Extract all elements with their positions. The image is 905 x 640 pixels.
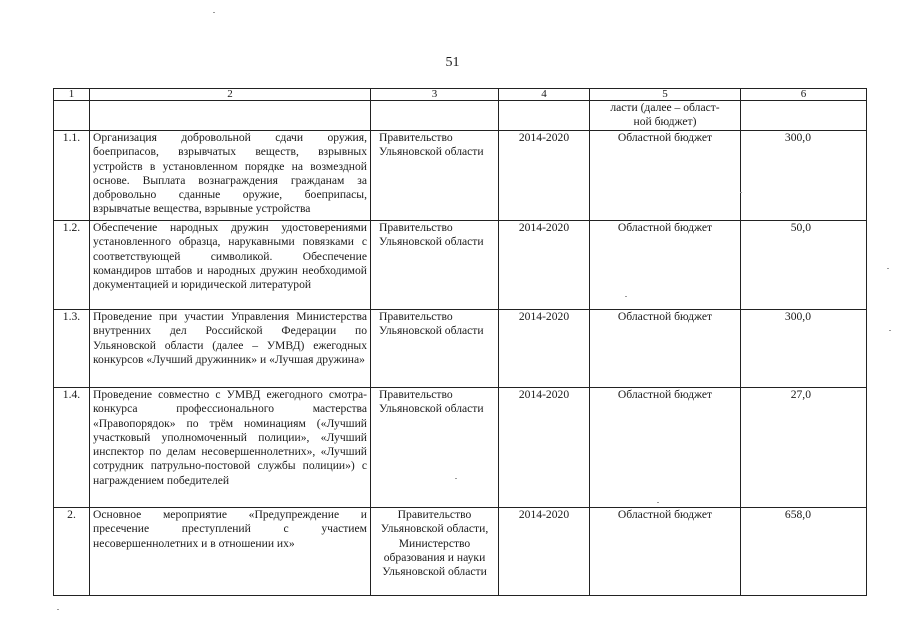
continuation-cell-6 <box>741 101 867 131</box>
table-row <box>54 221 867 310</box>
executor: Правительство Ульяновской области <box>371 388 499 508</box>
continuation-row <box>54 101 867 131</box>
funding-source: Областной бюджет <box>590 310 741 388</box>
row-number: 2. <box>54 508 90 596</box>
column-number-row <box>54 89 867 101</box>
row-number: 1.2. <box>54 221 90 310</box>
executor: Правительство Ульяновской области <box>371 131 499 221</box>
row-number: 1.1. <box>54 131 90 221</box>
amount: 300,0 <box>741 310 867 388</box>
scan-speck <box>213 12 215 13</box>
continuation-cell-2 <box>90 101 371 131</box>
amount: 658,0 <box>741 508 867 596</box>
amount: 27,0 <box>741 388 867 508</box>
row-number: 1.4. <box>54 388 90 508</box>
column-number-6: 6 <box>741 89 867 101</box>
executor: Правительство Ульяновской области <box>371 310 499 388</box>
scan-speck <box>887 268 889 269</box>
activity-name: Проведение при участии Управления Министерства внутренних дел Российской Федерации по Ульяновской области (далее – УМВД) ежегодных конкурсов «Лучший дружинник» и «Лучшая дружина» <box>90 310 371 388</box>
table-row <box>54 508 867 596</box>
column-number-3: 3 <box>371 89 499 101</box>
activity-name: Основное мероприятие «Предупреждение и пресечение преступлений с участием несовершеннолетних и в отношении их» <box>90 508 371 596</box>
funding-source-continuation: ласти (далее – област- ной бюджет) <box>590 101 741 131</box>
amount: 300,0 <box>741 131 867 221</box>
activity-name: Обеспечение народных дружин удостоверениями установленного образца, нарукавными повязками с соответствующей символикой. Обеспечение командиров штабов и народных дружин необходимой документацией и юридической литературой <box>90 221 371 310</box>
executor: Правительство Ульяновской области <box>371 221 499 310</box>
amount: 50,0 <box>741 221 867 310</box>
table-row <box>54 310 867 388</box>
table-row <box>54 131 867 221</box>
continuation-cell-3 <box>371 101 499 131</box>
continuation-cell-4 <box>499 101 590 131</box>
period: 2014-2020 <box>499 388 590 508</box>
period: 2014-2020 <box>499 131 590 221</box>
scan-speck <box>657 502 659 503</box>
funding-source: Областной бюджет <box>590 508 741 596</box>
column-number-1: 1 <box>54 89 90 101</box>
column-number-4: 4 <box>499 89 590 101</box>
period: 2014-2020 <box>499 310 590 388</box>
funding-source: Областной бюджет <box>590 221 741 310</box>
page-number: 51 <box>445 55 460 70</box>
table-row <box>54 388 867 508</box>
row-number: 1.3. <box>54 310 90 388</box>
activity-name: Проведение совместно с УМВД ежегодного смотра-конкурса профессионального мастерства «Правопорядок» по трём номинациям («Лучший участковый уполномоченный полиции», «Лучший инспектор по делам несовершеннолетних», «Лучший сотрудник патрульно-постовой службы полиции») с награждением победителей <box>90 388 371 508</box>
period: 2014-2020 <box>499 221 590 310</box>
continuation-cell-1 <box>54 101 90 131</box>
funding-source: Областной бюджет <box>590 388 741 508</box>
program-activities-table <box>53 88 867 596</box>
funding-source: Областной бюджет <box>590 131 741 221</box>
activity-name: Организация добровольной сдачи оружия, боеприпасов, взрывчатых веществ, взрывных устройств в установленном порядке на возмездной основе. Выплата вознаграждения гражданам за добровольно сданные оружие, боеприпасы, взрывчатые вещества, взрывные устройства <box>90 131 371 221</box>
scan-speck <box>889 330 891 331</box>
scan-speck <box>455 478 457 479</box>
scan-speck <box>740 192 742 193</box>
period: 2014-2020 <box>499 508 590 596</box>
executor: Правительство Ульяновской области, Министерство образования и науки Ульяновской области <box>371 508 499 596</box>
column-number-5: 5 <box>590 89 741 101</box>
scan-speck <box>57 609 59 610</box>
column-number-2: 2 <box>90 89 371 101</box>
scan-speck <box>625 296 627 297</box>
